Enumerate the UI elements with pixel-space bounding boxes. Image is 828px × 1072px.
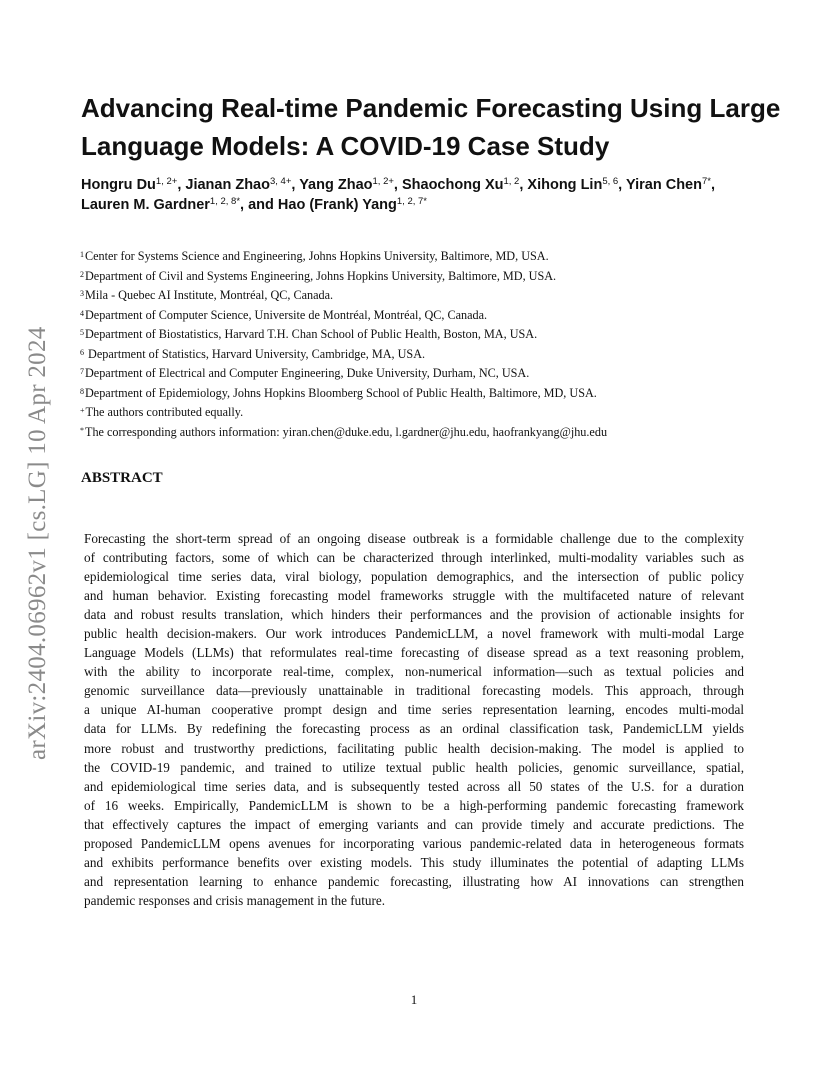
page-number: 1: [410, 992, 418, 1007]
author: [527, 177, 626, 193]
author-affiliation-mark: 5, 6: [602, 176, 619, 187]
affiliation-mark: 3: [80, 289, 84, 298]
abstract-line: more robust and trustworthy predictions, facilitating public health decision-making. The model is applied to: [84, 740, 744, 756]
affiliation-mark: +: [80, 406, 85, 415]
abstract-line: and representation learning to enhance pandemic forecasting, illustrating how AI innovations can strengthen: [84, 873, 744, 889]
author: [626, 177, 715, 193]
author-separator: ,: [291, 177, 300, 193]
author-affiliation-mark: 7*: [701, 176, 711, 187]
abstract-line: genomic surveillance data—previously unattainable in traditional forecasting models. This approach, through: [84, 683, 744, 699]
arxiv-identifier: arXiv:2404.06962v1 [cs.LG] 10 Apr 2024: [24, 326, 51, 760]
affiliation-item: [80, 247, 780, 267]
affiliation-text: Mila - Quebec AI Institute, Montréal, QC, Canada.: [85, 288, 334, 302]
abstract-line: of 16 weeks. Empirically, PandemicLLM is shown to be a high-performing pandemic forecasting framework: [84, 797, 744, 813]
affiliation-text: Department of Computer Science, Universite de Montréal, Montréal, QC, Canada.: [85, 307, 488, 322]
abstract-line: epidemiological time series data, viral biology, population demographics, and the intersection of public policy: [84, 569, 744, 585]
affiliation-mark: 1: [80, 250, 84, 259]
abstract-line: pandemic responses and crisis management in the future.: [84, 892, 386, 908]
author-separator: ,: [710, 177, 715, 193]
affiliation-mark: 4: [80, 308, 84, 318]
author-name: Lauren M. Gardner: [81, 197, 210, 213]
affiliation-mark: 7: [80, 367, 84, 376]
author-name: Yiran Chen: [625, 177, 702, 193]
affiliation-mark: *: [80, 425, 84, 435]
author-separator: ,: [177, 177, 186, 193]
author: [278, 197, 427, 213]
abstract-line: with the ability to incorporate real-time, complex, non-numerical information—such as textual policies and: [84, 664, 744, 680]
author-name: Jianan Zhao: [185, 177, 270, 193]
author: [185, 177, 299, 193]
affiliation-item: [80, 423, 780, 443]
abstract-line: and exhibits performance benefits over existing models. This study illuminates the potential of adapting LLMs: [84, 854, 744, 870]
author-list: [81, 175, 761, 215]
affiliation-text: Center for Systems Science and Engineering, Johns Hopkins University, Baltimore, MD, USA.: [85, 249, 549, 263]
affiliation-item: [80, 267, 780, 287]
affiliation-mark: 6: [80, 347, 84, 357]
author-name: Shaochong Xu: [401, 177, 504, 193]
affiliation-item: [80, 306, 780, 326]
affiliation-mark: 2: [80, 269, 84, 279]
affiliation-item: [80, 384, 780, 404]
author-affiliation-mark: 1, 2: [503, 176, 520, 187]
abstract-line: Forecasting the short-term spread of an ongoing disease outbreak is a formidable challenge due to the complexity: [84, 531, 744, 546]
affiliation-mark: 5: [80, 328, 84, 337]
author: [299, 177, 402, 193]
abstract-line: data and robust results translation, which hinders their performances and the provision of actionable insights for: [84, 607, 744, 623]
abstract-body: [84, 529, 744, 910]
abstract-line: that effectively captures the impact of emerging variants and can provide timely and accurate predictions. The: [84, 816, 744, 832]
affiliation-text: Department of Epidemiology, Johns Hopkins Bloomberg School of Public Health, Baltimore, MD, USA.: [85, 385, 597, 400]
affiliation-text: Department of Statistics, Harvard University, Cambridge, MA, USA.: [85, 346, 426, 361]
affiliation-list: [80, 247, 780, 442]
author-name: Hongru Du: [81, 177, 156, 193]
author-name: Hao (Frank) Yang: [277, 197, 397, 213]
affiliation-text: Department of Civil and Systems Engineering, Johns Hopkins University, Baltimore, MD, USA.: [85, 268, 557, 283]
affiliation-item: [80, 364, 780, 384]
author: [402, 177, 527, 193]
abstract-line: and epidemiological time series data, and is subsequently tested across all 50 states of the U.S. for a duration: [84, 778, 744, 794]
author-affiliation-mark: 1, 2, 7*: [396, 196, 427, 207]
abstract-line: the COVID-19 pandemic, and trained to utilize textual public health policies, genomic surveillance, spatial,: [84, 759, 744, 775]
author-affiliation-mark: 1, 2, 8*: [209, 196, 241, 207]
author-separator: , and: [240, 197, 278, 213]
affiliation-text: Department of Electrical and Computer Engineering, Duke University, Durham, NC, USA.: [85, 366, 530, 380]
affiliation-item: [80, 325, 780, 345]
author: [81, 177, 185, 193]
abstract-line: a unique AI-human cooperative prompt design and time series representation learning, encodes multi-modal: [84, 702, 744, 718]
abstract-line: proposed PandemicLLM opens avenues for incorporating various pandemic-related data in heterogeneous formats: [84, 835, 744, 851]
author-separator: ,: [519, 177, 528, 193]
affiliation-item: [80, 403, 780, 423]
affiliation-item: [80, 345, 780, 365]
abstract-heading: ABSTRACT: [81, 470, 163, 486]
affiliation-mark: 8: [80, 386, 84, 396]
author-separator: ,: [393, 177, 402, 193]
affiliation-text: The corresponding authors information: yiran.chen@duke.edu, l.gardner@jhu.edu, haofrankyang@jhu.edu: [85, 424, 608, 439]
author: [81, 197, 278, 213]
paper-title: Advancing Real-time Pandemic Forecasting Using Large Language Models: A COVID-19 Case Study: [81, 93, 781, 161]
author-name: Yang Zhao: [299, 177, 373, 193]
author-name: Xihong Lin: [527, 177, 603, 193]
abstract-line: public health decision-makers. Our work introduces PandemicLLM, a novel framework with multi-modal Large: [84, 626, 744, 642]
abstract-line: and human behavior. Existing forecasting model frameworks struggle with the multifaceted nature of relevant: [84, 588, 744, 604]
affiliation-text: The authors contributed equally.: [85, 405, 244, 419]
abstract-line: Language Models (LLMs) that reformulates real-time forecasting of disease spread as a text reasoning problem,: [84, 645, 744, 661]
author-affiliation-mark: 3, 4+: [269, 176, 292, 187]
author-separator: ,: [618, 177, 626, 193]
author-affiliation-mark: 1, 2+: [155, 176, 178, 187]
abstract-line: data for LLMs. By redefining the forecasting process as an ordinal classification task, PandemicLLM yields: [84, 721, 744, 737]
affiliation-item: [80, 286, 780, 306]
author-affiliation-mark: 1, 2+: [372, 176, 394, 187]
abstract-line: of contributing factors, some of which can be characterized through interlinked, multi-modality variables such as: [84, 550, 744, 566]
affiliation-text: Department of Biostatistics, Harvard T.H. Chan School of Public Health, Boston, MA, USA.: [85, 327, 538, 341]
